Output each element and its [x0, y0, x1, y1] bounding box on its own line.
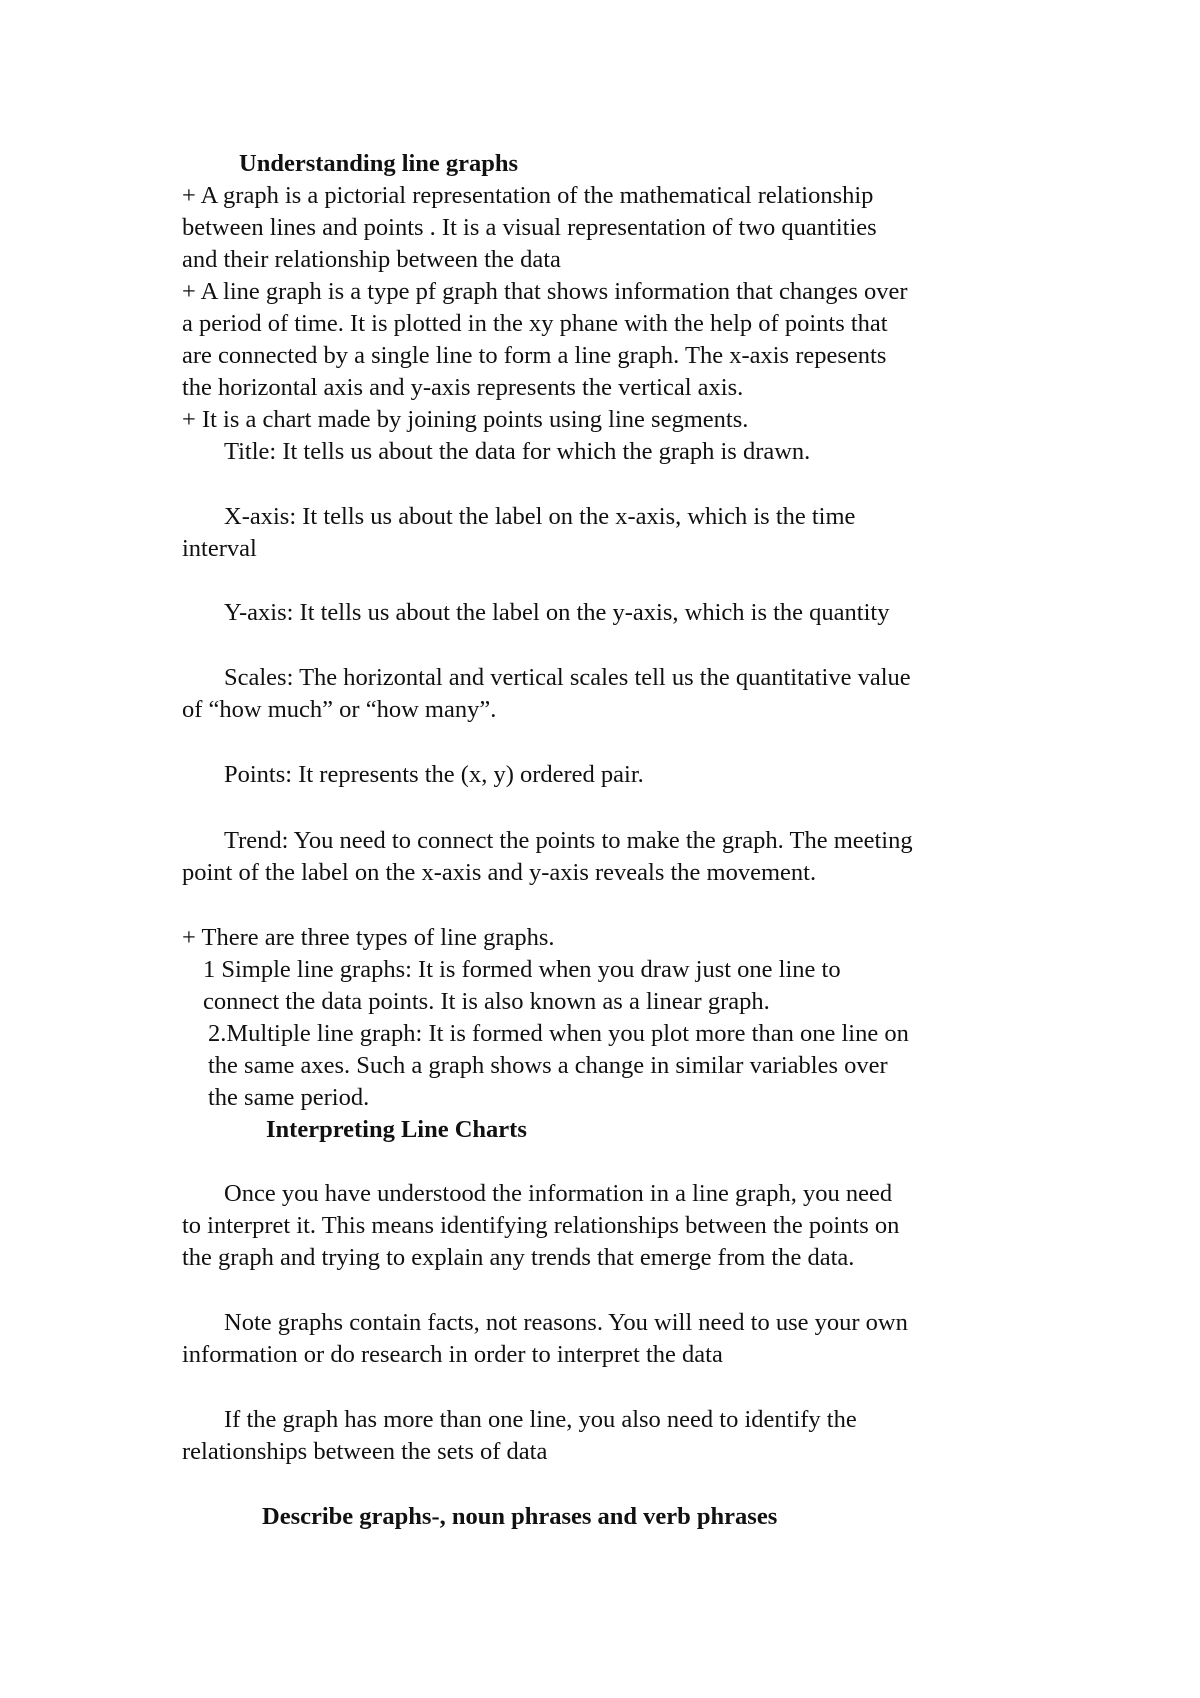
part-scales-line: of “how much” or “how many”. — [182, 696, 497, 723]
intro-line: between lines and points . It is a visual representation of two quantities — [182, 214, 877, 241]
intro-line: and their relationship between the data — [182, 246, 561, 273]
part-title-line: Title: It tells us about the data for which the graph is drawn. — [224, 438, 811, 465]
part-xaxis-line: X-axis: It tells us about the label on the x-axis, which is the time — [224, 503, 856, 530]
intro-line: + A line graph is a type pf graph that shows information that changes over — [182, 278, 908, 305]
part-yaxis-line: Y-axis: It tells us about the label on the y-axis, which is the quantity — [224, 599, 890, 626]
interpreting-line: relationships between the sets of data — [182, 1438, 548, 1465]
part-trend-line: Trend: You need to connect the points to make the graph. The meeting — [224, 827, 913, 854]
interpreting-line: to interpret it. This means identifying relationships between the points on — [182, 1212, 900, 1239]
intro-line: are connected by a single line to form a line graph. The x-axis repesents — [182, 342, 887, 369]
intro-line: + A graph is a pictorial representation of the mathematical relationship — [182, 182, 874, 209]
intro-line: + It is a chart made by joining points using line segments. — [182, 406, 749, 433]
types-line: 2.Multiple line graph: It is formed when you plot more than one line on — [208, 1020, 909, 1047]
intro-line: the horizontal axis and y-axis represents the vertical axis. — [182, 374, 744, 401]
interpreting-line: Once you have understood the information in a line graph, you need — [224, 1180, 893, 1207]
types-line: connect the data points. It is also known as a linear graph. — [203, 988, 770, 1015]
types-line: the same period. — [208, 1084, 370, 1111]
interpreting-line: the graph and trying to explain any trends that emerge from the data. — [182, 1244, 855, 1271]
types-line: + There are three types of line graphs. — [182, 924, 555, 951]
part-xaxis-line: interval — [182, 535, 257, 562]
interpreting-line: If the graph has more than one line, you also need to identify the — [224, 1406, 857, 1433]
part-scales-line: Scales: The horizontal and vertical scales tell us the quantitative value — [224, 664, 911, 691]
part-trend-line: point of the label on the x-axis and y-axis reveals the movement. — [182, 859, 817, 886]
intro-line: a period of time. It is plotted in the xy phane with the help of points that — [182, 310, 888, 337]
heading-interpreting: Interpreting Line Charts — [266, 1116, 527, 1143]
types-line: the same axes. Such a graph shows a change in similar variables over — [208, 1052, 888, 1079]
part-points-line: Points: It represents the (x, y) ordered pair. — [224, 761, 644, 788]
types-line: 1 Simple line graphs: It is formed when you draw just one line to — [203, 956, 841, 983]
interpreting-line: information or do research in order to interpret the data — [182, 1341, 723, 1368]
heading-understanding: Understanding line graphs — [239, 150, 519, 177]
interpreting-line: Note graphs contain facts, not reasons. You will need to use your own — [224, 1309, 908, 1336]
heading-describe: Describe graphs-, noun phrases and verb phrases — [262, 1503, 778, 1530]
